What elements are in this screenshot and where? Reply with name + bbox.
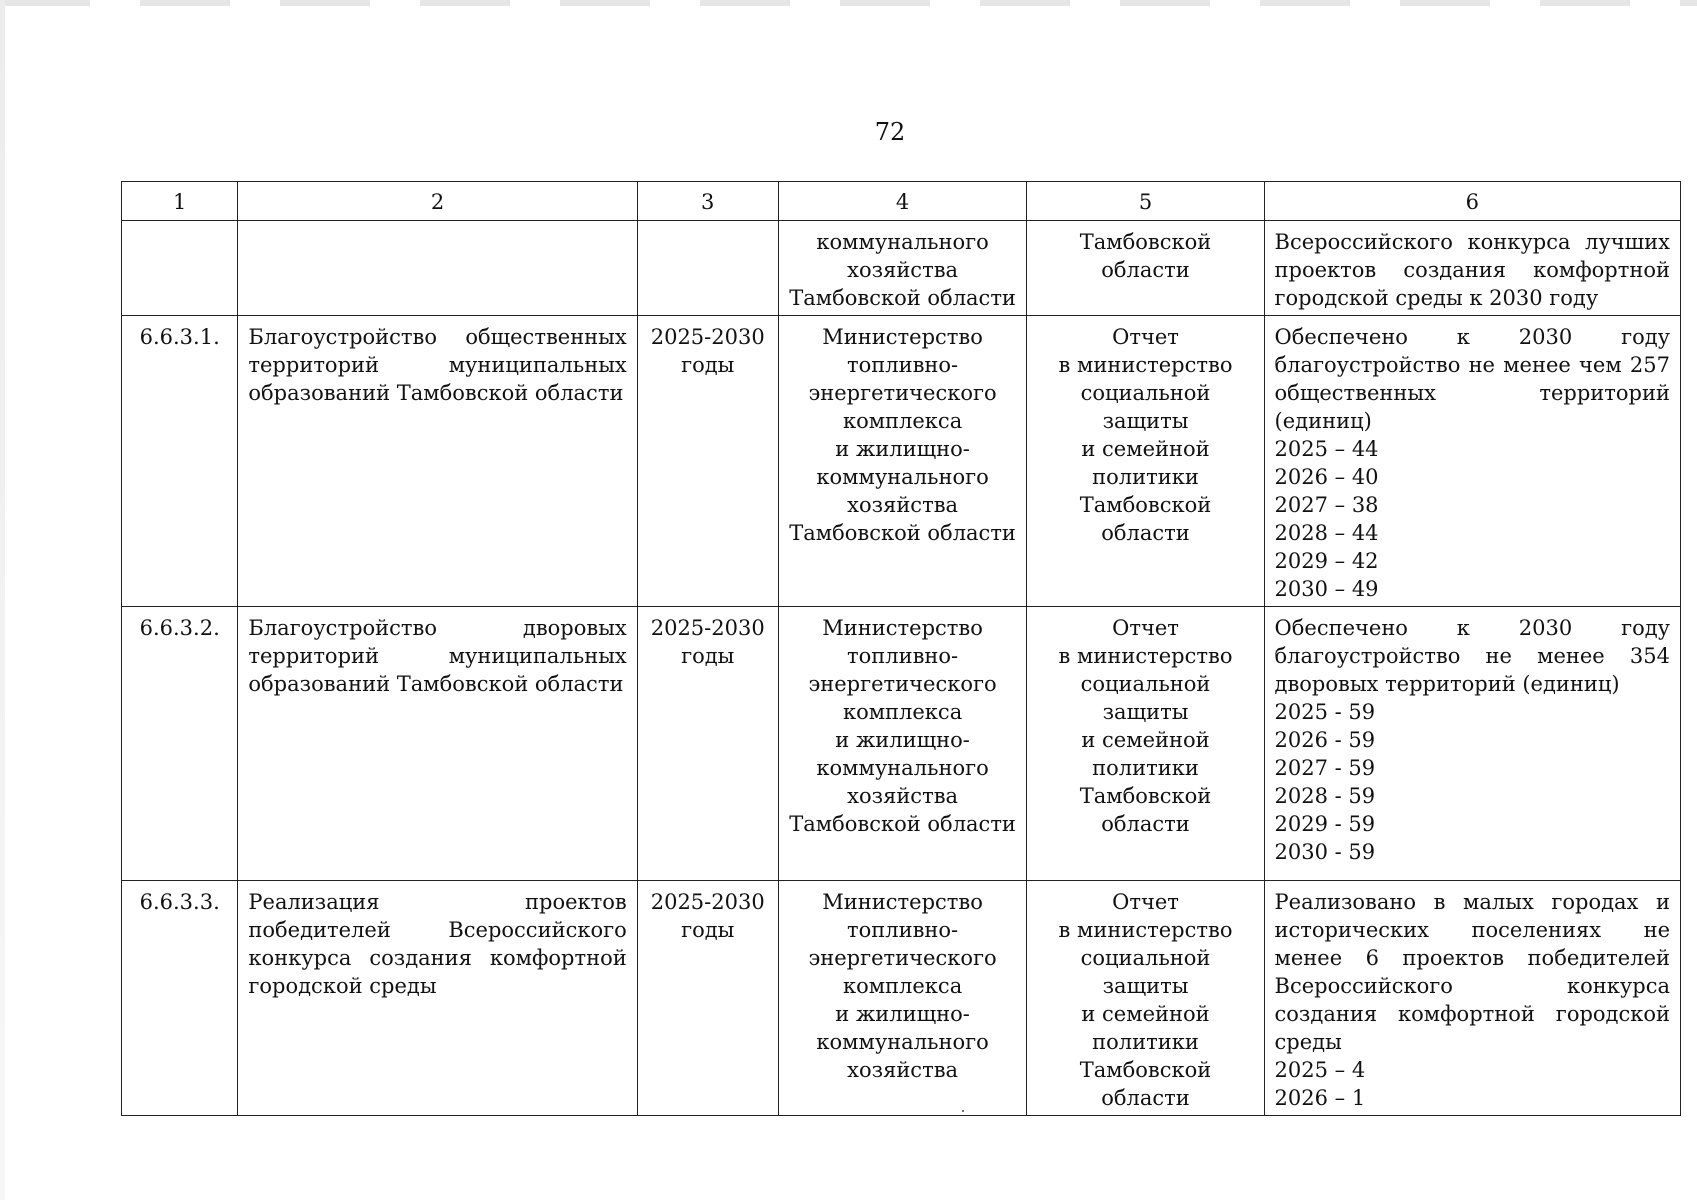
cell-term — [637, 607, 778, 881]
report-line: Тамбовской области — [1079, 493, 1212, 545]
report-line: Отчет — [1112, 890, 1179, 914]
cell-num: 6.6.3.2. — [122, 607, 238, 881]
cell-name — [238, 221, 637, 316]
scan-edge-left — [0, 0, 5, 1200]
executor-line: топливно- — [847, 353, 959, 377]
result-year-line: 2029 - 59 — [1274, 812, 1376, 836]
executor-line: Министерство — [822, 890, 983, 914]
result-year-line: 2026 – 40 — [1274, 465, 1379, 489]
cell-executor — [778, 316, 1027, 607]
result-text: Обеспечено к 2030 году благоустройство не менее 354 дворовых территорий (единиц) — [1274, 616, 1670, 696]
report-line: политики — [1092, 756, 1199, 780]
result-line: Всероссийского конкурса лучших — [1274, 230, 1670, 254]
report-line: в министерство — [1058, 644, 1233, 668]
cell-executor — [778, 221, 1027, 316]
executor-line: комплекса — [842, 974, 963, 998]
column-header-5: 5 — [1027, 182, 1264, 221]
executor-line: энергетического — [808, 381, 997, 405]
executor-line: комплекса — [842, 700, 963, 724]
report-line: социальной защиты — [1080, 672, 1211, 724]
executor-line: хозяйства — [847, 784, 959, 808]
term-line: годы — [681, 644, 735, 668]
term-line: годы — [681, 353, 735, 377]
report-line: и семейной — [1081, 728, 1210, 752]
report-line: Тамбовской области — [1079, 1058, 1212, 1110]
report-line: и семейной — [1081, 437, 1210, 461]
term-line: 2025-2030 — [650, 325, 765, 349]
result-text: Реализовано в малых городах и исторических поселениях не менее 6 проектов победителей Всероссийского конкурса создания комфортной городской среды — [1274, 890, 1670, 1054]
page-number: 72 — [874, 118, 906, 146]
table-row — [122, 607, 1681, 881]
result-line: городской среды к 2030 году — [1274, 286, 1599, 310]
executor-line: энергетического — [808, 672, 997, 696]
executor-line: и жилищно- — [835, 1002, 970, 1026]
column-header-2: 2 — [238, 182, 637, 221]
report-line: в министерство — [1058, 353, 1233, 377]
executor-line: хозяйства — [847, 493, 959, 517]
column-header-6: 6 — [1264, 182, 1680, 221]
scan-edge-top — [0, 0, 1697, 6]
executor-line: Министерство — [822, 616, 983, 640]
result-year-line: 2030 – 49 — [1274, 577, 1379, 601]
column-header-4: 4 — [778, 182, 1027, 221]
result-year-line: 2029 – 42 — [1274, 549, 1379, 573]
executor-line: коммунального — [816, 465, 989, 489]
cell-result — [1264, 881, 1680, 1116]
report-line: социальной защиты — [1080, 946, 1211, 998]
cell-name: Благоустройство дворовых территорий муниципальных образований Тамбовской области — [238, 607, 637, 881]
executor-line: и жилищно- — [835, 728, 970, 752]
executor-line: коммунального — [816, 1030, 989, 1054]
term-line: годы — [681, 918, 735, 942]
cell-result — [1264, 316, 1680, 607]
result-year-line: 2025 - 59 — [1274, 700, 1376, 724]
executor-line: топливно- — [847, 918, 959, 942]
executor-line: хозяйства — [847, 258, 959, 282]
executor-line: Министерство — [822, 325, 983, 349]
result-year-line: 2027 – 38 — [1274, 493, 1379, 517]
cell-num: 6.6.3.3. — [122, 881, 238, 1116]
executor-line: энергетического — [808, 946, 997, 970]
executor-line: Тамбовской области — [789, 286, 1016, 310]
cell-report-form — [1027, 316, 1264, 607]
cell-result — [1264, 221, 1680, 316]
report-line: политики — [1092, 1030, 1199, 1054]
report-line: и семейной — [1081, 1002, 1210, 1026]
executor-line: коммунального — [816, 230, 989, 254]
table-header-row — [122, 182, 1681, 221]
report-line: Отчет — [1112, 325, 1179, 349]
executor-line: коммунального — [816, 756, 989, 780]
report-line: в министерство — [1058, 918, 1233, 942]
scan-speck — [962, 1110, 964, 1112]
cell-executor — [778, 607, 1027, 881]
cell-name: Реализация проектов победителей Всероссийского конкурса создания комфортной городской среды — [238, 881, 637, 1116]
result-line: проектов создания комфортной — [1274, 258, 1670, 282]
cell-num — [122, 221, 238, 316]
executor-line: топливно- — [847, 644, 959, 668]
report-line: Тамбовской области — [1079, 230, 1212, 282]
report-line: социальной защиты — [1080, 381, 1211, 433]
cell-term — [637, 316, 778, 607]
column-header-3: 3 — [637, 182, 778, 221]
term-line: 2025-2030 — [650, 616, 765, 640]
result-year-line: 2025 – 4 — [1274, 1058, 1366, 1082]
cell-term — [637, 881, 778, 1116]
result-year-line: 2028 - 59 — [1274, 784, 1376, 808]
report-line: Отчет — [1112, 616, 1179, 640]
table-row — [122, 316, 1681, 607]
executor-line: хозяйства — [847, 1058, 959, 1082]
result-year-line: 2026 - 59 — [1274, 728, 1376, 752]
executor-line: и жилищно- — [835, 437, 970, 461]
result-year-line: 2027 - 59 — [1274, 756, 1376, 780]
table-row — [122, 881, 1681, 1116]
executor-line: Тамбовской области — [789, 521, 1016, 545]
result-year-line: 2028 – 44 — [1274, 521, 1379, 545]
cell-executor — [778, 881, 1027, 1116]
report-line: Тамбовской области — [1079, 784, 1212, 836]
report-line: политики — [1092, 465, 1199, 489]
cell-report-form — [1027, 881, 1264, 1116]
result-text: Обеспечено к 2030 году благоустройство не менее чем 257 общественных территорий (единиц) — [1274, 325, 1670, 433]
cell-num: 6.6.3.1. — [122, 316, 238, 607]
table-row-continuation — [122, 221, 1681, 316]
result-year-line: 2025 – 44 — [1274, 437, 1379, 461]
term-line: 2025-2030 — [650, 890, 765, 914]
cell-report-form — [1027, 221, 1264, 316]
result-year-line: 2030 - 59 — [1274, 840, 1376, 864]
executor-line: Тамбовской области — [789, 812, 1016, 836]
cell-term — [637, 221, 778, 316]
measures-table — [121, 181, 1681, 1116]
cell-name: Благоустройство общественных территорий муниципальных образований Тамбовской области — [238, 316, 637, 607]
cell-report-form — [1027, 607, 1264, 881]
executor-line: комплекса — [842, 409, 963, 433]
result-year-line: 2026 – 1 — [1274, 1086, 1366, 1110]
cell-result — [1264, 607, 1680, 881]
column-header-1: 1 — [122, 182, 238, 221]
